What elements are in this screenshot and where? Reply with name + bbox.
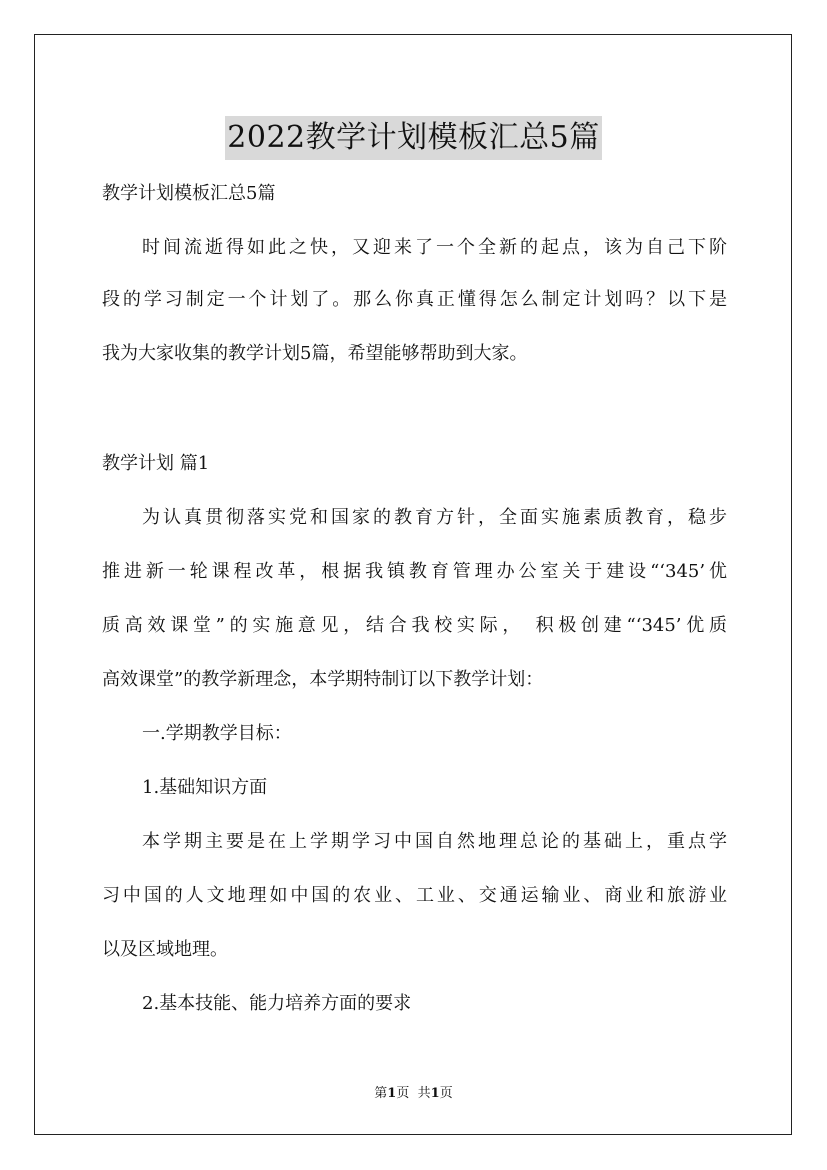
paragraph-line: 质高效课堂”的实施意见，结合我校实际， 积极创建“‘345’优质 bbox=[102, 615, 727, 636]
paragraph-line: 习中国的人文地理如中国的农业、工业、交通运输业、商业和旅游业 bbox=[102, 885, 727, 906]
paragraph-line: 段的学习制定一个计划了。那么你真正懂得怎么制定计划吗？以下是 bbox=[102, 289, 727, 310]
subheading-line: 一.学期教学目标： bbox=[142, 723, 292, 744]
footer-page-number: 1 bbox=[387, 1086, 397, 1101]
document-title: 2022教学计划模板汇总5篇 bbox=[225, 116, 601, 160]
subheading-line: 2.基本技能、能力培养方面的要求 bbox=[142, 993, 412, 1014]
title-container bbox=[0, 96, 827, 180]
paragraph-line: 我为大家收集的教学计划5篇，希望能够帮助到大家。 bbox=[102, 343, 528, 364]
subtitle-line: 教学计划模板汇总5篇 bbox=[102, 183, 276, 204]
paragraph-line: 以及区域地理。 bbox=[102, 939, 228, 960]
paragraph-line: 本学期主要是在上学期学习中国自然地理总论的基础上，重点学 bbox=[142, 831, 727, 852]
footer-page-prefix: 第 bbox=[374, 1086, 388, 1101]
paragraph-line: 高效课堂”的教学新理念，本学期特制订以下教学计划： bbox=[102, 669, 544, 690]
section-heading: 教学计划 篇1 bbox=[102, 453, 210, 474]
footer-total-suffix: 页 bbox=[439, 1086, 453, 1101]
footer-total-number: 1 bbox=[430, 1086, 440, 1101]
paragraph-line: 推进新一轮课程改革，根据我镇教育管理办公室关于建设“‘345’优 bbox=[102, 561, 727, 582]
page-footer bbox=[0, 1086, 827, 1102]
paragraph-line: 时间流逝得如此之快，又迎来了一个全新的起点，该为自己下阶 bbox=[142, 237, 727, 258]
subheading-line: 1.基础知识方面 bbox=[142, 777, 268, 798]
paragraph-line: 为认真贯彻落实党和国家的教育方针，全面实施素质教育，稳步 bbox=[142, 507, 727, 528]
footer-total-prefix: 共 bbox=[417, 1086, 431, 1101]
footer-page-suffix: 页 bbox=[396, 1086, 410, 1101]
